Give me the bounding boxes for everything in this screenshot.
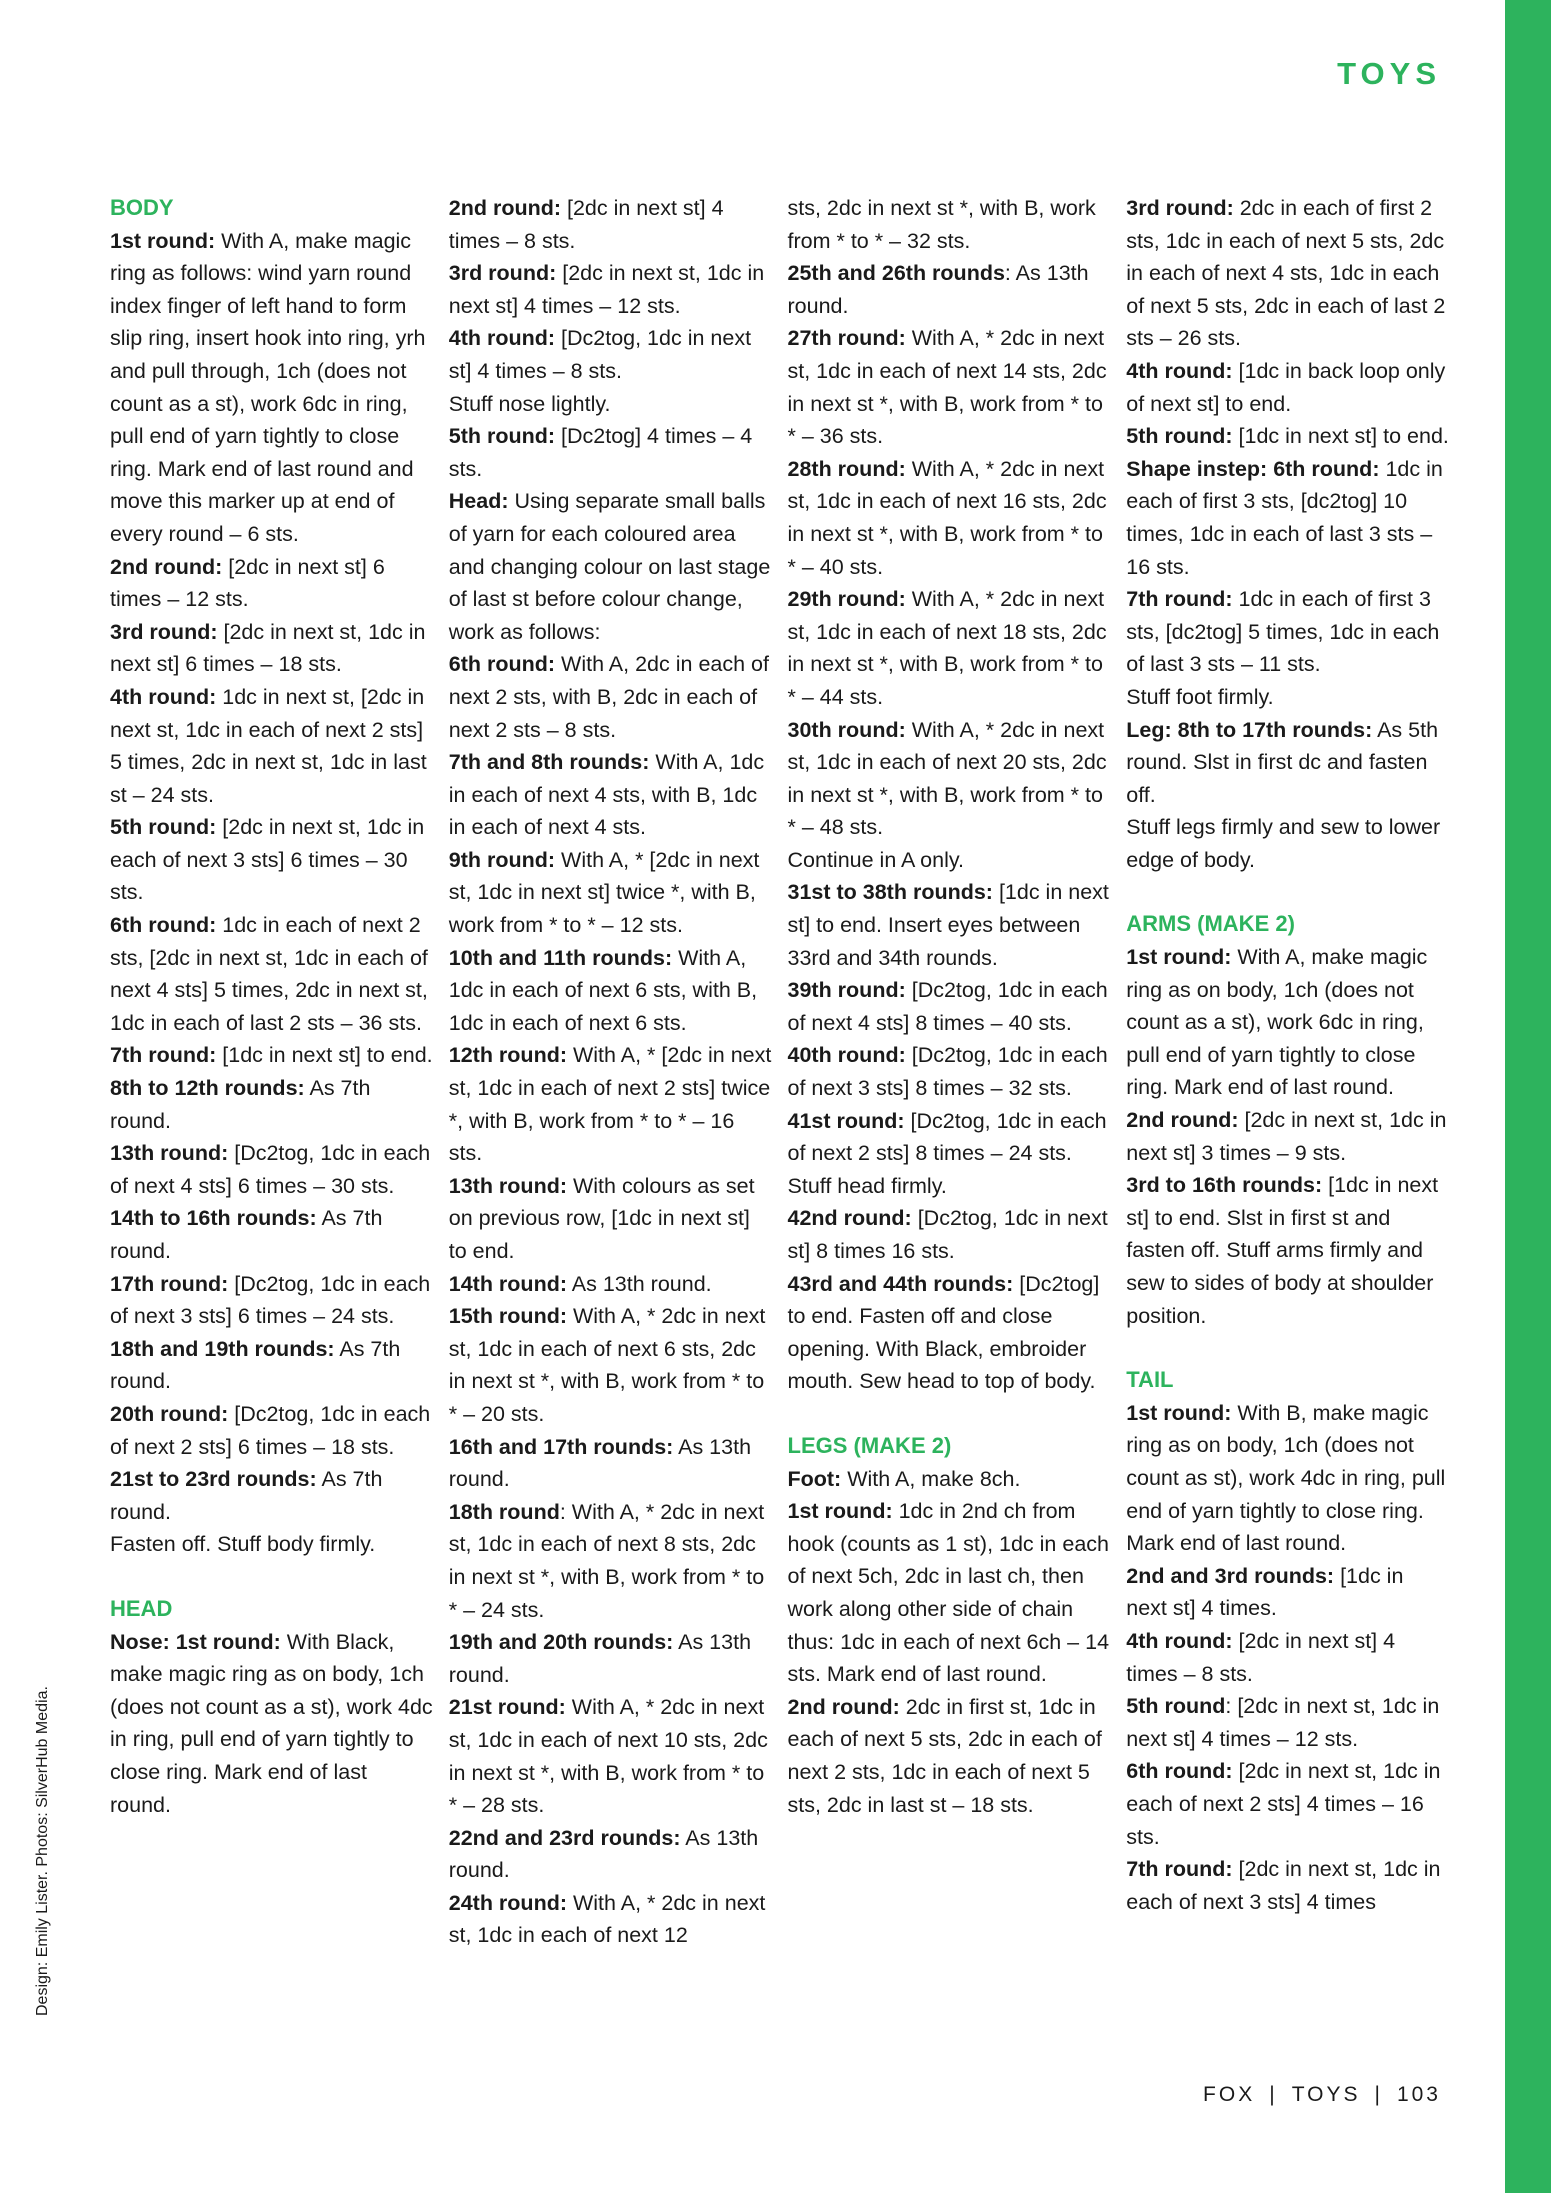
instruction-paragraph — [110, 1398, 434, 1463]
instruction-text: As 13th round. — [567, 1271, 712, 1296]
instruction-text: With A, 1dc in each of next 4 sts, with B, 1dc in each of next 4 sts. — [448, 750, 765, 840]
instruction-paragraph — [449, 1039, 773, 1169]
instruction-paragraph — [449, 1431, 773, 1496]
instruction-paragraph — [449, 1170, 773, 1268]
round-label: 6th round: — [1126, 1759, 1233, 1784]
section-heading: TAIL — [1126, 1367, 1174, 1393]
instruction-paragraph — [1126, 681, 1450, 714]
instruction-text: 2dc in first st, 1dc in each of next 5 sts, 2dc in each of next 2 sts, 1dc in each of next 5 sts, 2dc in last st – 18 sts. — [787, 1694, 1102, 1817]
instruction-text: With A, * 2dc in next st, 1dc in each of next 10 sts, 2dc in next st *, with B, work from * to * – 28 sts. — [448, 1695, 768, 1818]
round-label: 7th round: — [1126, 1857, 1233, 1882]
footer-section: TOYS — [1291, 2083, 1361, 2106]
instruction-text: With A, make magic ring as on body, 1ch (does not count as a st), work 6dc in ring, pull end of yarn tightly to close ring. Mark end of last round. — [1126, 945, 1428, 1100]
instruction-paragraph — [449, 485, 773, 648]
instruction-text: With A, make 8ch. — [841, 1466, 1021, 1491]
instruction-text: [1dc in next st] to end. Slst in first st and fasten off. Stuff arms firmly and sew to sides of body at shoulder position. — [1126, 1173, 1439, 1328]
instruction-paragraph — [788, 1463, 1112, 1496]
round-label: 7th round: — [1126, 587, 1233, 612]
round-label: 27th round: — [787, 326, 906, 351]
instruction-paragraph — [1126, 1625, 1450, 1690]
instruction-paragraph — [110, 225, 434, 551]
section-heading: ARMS (MAKE 2) — [1126, 911, 1295, 937]
round-label: 15th round: — [448, 1304, 567, 1329]
instruction-paragraph — [449, 192, 773, 257]
instruction-paragraph — [110, 1202, 434, 1267]
instruction-paragraph — [449, 1268, 773, 1301]
round-label: 7th and 8th rounds: — [448, 750, 650, 775]
instruction-text: Stuff legs firmly and sew to lower edge of body. — [1126, 815, 1441, 872]
instruction-paragraph — [788, 257, 1112, 322]
instruction-text: With A, * 2dc in next st, 1dc in each of next 18 sts, 2dc in next st *, with B, work from * to * – 44 sts. — [787, 587, 1107, 709]
instruction-text: : [2dc in next st, 1dc in next st] 4 times – 12 sts. — [1126, 1694, 1440, 1751]
instruction-paragraph — [1126, 453, 1450, 583]
round-label: 3rd to 16th rounds: — [1126, 1173, 1323, 1198]
instruction-paragraph — [788, 1495, 1112, 1691]
instruction-paragraph — [788, 1268, 1112, 1398]
instruction-paragraph — [110, 909, 434, 1039]
instruction-text: With A, * 2dc in next st, 1dc in each of next 20 sts, 2dc in next st *, with B, work from * to * – 48 sts. — [787, 717, 1107, 840]
instruction-text: [2dc in next st] 4 times – 8 sts. — [448, 196, 724, 253]
section-heading: HEAD — [110, 1595, 173, 1621]
instruction-text: As 7th round. — [110, 1336, 401, 1394]
instruction-paragraph — [788, 974, 1112, 1039]
instruction-text: With A, * [2dc in next st, 1dc in next st] twice *, with B, work from * to * – 12 sts. — [448, 847, 760, 938]
round-label: 12th round: — [448, 1043, 567, 1068]
instruction-paragraph — [788, 1039, 1112, 1104]
round-label: Shape instep: 6th round: — [1126, 456, 1380, 481]
instruction-paragraph — [1126, 1853, 1450, 1918]
instruction-text: [2dc in next st, 1dc in each of next 2 sts] 4 times – 16 sts. — [1126, 1759, 1441, 1849]
photo-credit: Design: Emily Lister. Photos: SilverHub Media. — [34, 1686, 51, 2016]
round-label: 29th round: — [787, 587, 906, 612]
instruction-paragraph — [449, 1626, 773, 1691]
instruction-text: [Dc2tog, 1dc in each of next 4 sts] 8 times – 40 sts. — [787, 978, 1108, 1035]
instruction-text: With A, * [2dc in next st, 1dc in each of next 2 sts] twice *, with B, work from * to * – 16 sts. — [448, 1043, 772, 1166]
instruction-text: As 13th round. — [448, 1825, 759, 1883]
instruction-text: [Dc2tog, 1dc in next st] 4 times – 8 sts. — [448, 326, 752, 383]
instruction-text: Fasten off. Stuff body firmly. — [110, 1532, 376, 1557]
round-label: 14th round: — [448, 1271, 567, 1296]
instruction-paragraph — [449, 322, 773, 387]
instruction-paragraph — [110, 1137, 434, 1202]
instruction-paragraph — [1126, 1397, 1450, 1560]
instruction-text: [2dc in next st] 4 times – 8 sts. — [1126, 1628, 1396, 1686]
round-label: 30th round: — [787, 717, 906, 742]
instruction-paragraph — [788, 844, 1112, 877]
instruction-paragraph — [1126, 1169, 1450, 1332]
instruction-paragraph — [449, 648, 773, 746]
instruction-text: Stuff nose lightly. — [448, 391, 611, 416]
instruction-paragraph — [110, 551, 434, 616]
round-label: Head: — [448, 489, 509, 514]
round-label: 43rd and 44th rounds: — [787, 1271, 1014, 1296]
column-3 — [788, 192, 1112, 1952]
instruction-text: With A, * 2dc in next st, 1dc in each of next 6 sts, 2dc in next st *, with B, work from * to * – 20 sts. — [448, 1304, 766, 1426]
instruction-text: [2dc in next st, 1dc in each of next 3 sts] 6 times – 30 sts. — [110, 815, 425, 905]
round-label: 16th and 17th rounds: — [448, 1434, 674, 1459]
round-label: 6th round: — [448, 652, 556, 677]
instruction-text: 1dc in each of next 2 sts, [2dc in next st, 1dc in each of next 4 sts] 5 times, 2dc in next st, 1dc in each of last 2 sts – 36 sts. — [110, 913, 428, 1035]
round-label: 6th round: — [110, 913, 217, 938]
instruction-text: [2dc in next st, 1dc in next st] 4 times – 12 sts. — [448, 261, 765, 318]
column-1 — [110, 192, 434, 1952]
instruction-text: As 5th round. Slst in first dc and fasten off. — [1126, 717, 1439, 807]
round-label: 21st to 23rd rounds: — [110, 1467, 317, 1492]
instruction-text: As 7th round. — [110, 1076, 371, 1133]
instruction-paragraph — [788, 322, 1112, 452]
instruction-text: 2dc in each of first 2 sts, 1dc in each of next 5 sts, 2dc in each of next 4 sts, 1dc in each of next 5 sts, 2dc in each of last 2 sts – 26 sts. — [1126, 196, 1446, 351]
round-label: 18th and 19th rounds: — [110, 1336, 335, 1361]
instruction-paragraph — [110, 1528, 434, 1561]
green-edge-bar — [1505, 0, 1551, 2193]
instruction-paragraph — [1126, 355, 1450, 420]
instruction-text: [Dc2tog, 1dc in each of next 3 sts] 8 times – 32 sts. — [787, 1043, 1108, 1101]
instruction-text: 1dc in next st, [2dc in next st, 1dc in each of next 2 sts] 5 times, 2dc in next st, 1dc in last st – 24 sts. — [110, 684, 427, 807]
round-label: 1st round: — [1126, 945, 1232, 970]
instruction-paragraph — [1126, 811, 1450, 876]
page-number: 103 — [1396, 2083, 1441, 2106]
instruction-paragraph — [110, 811, 434, 909]
instruction-paragraph — [788, 1105, 1112, 1203]
instruction-text: [1dc in next st] 4 times. — [1126, 1563, 1404, 1621]
round-label: 25th and 26th rounds — [787, 261, 1005, 286]
round-label: 2nd round: — [787, 1694, 900, 1719]
round-label: 3rd round: — [448, 261, 557, 286]
round-label: 7th round: — [110, 1043, 217, 1068]
round-label: 13th round: — [110, 1141, 229, 1166]
round-label: 21st round: — [448, 1695, 566, 1720]
instruction-paragraph — [788, 583, 1112, 713]
pattern-columns — [110, 192, 1450, 1952]
instruction-paragraph — [788, 1202, 1112, 1267]
instruction-text: sts, 2dc in next st *, with B, work from * to * – 32 sts. — [787, 196, 1096, 253]
instruction-text: [2dc in next st] 6 times – 12 sts. — [110, 554, 385, 612]
round-label: Leg: 8th to 17th rounds: — [1126, 717, 1373, 742]
instruction-text: With Black, make magic ring as on body, 1ch (does not count as a st), work 4dc in ring, pull end of yarn tightly to close ring. Mark end of last round. — [110, 1629, 433, 1817]
round-label: 2nd round: — [1126, 1108, 1239, 1133]
instruction-paragraph — [449, 257, 773, 322]
instruction-text: [Dc2tog] 4 times – 4 sts. — [448, 424, 753, 481]
round-label: 13th round: — [448, 1173, 567, 1198]
round-label: 4th round: — [448, 326, 556, 351]
instruction-paragraph — [1126, 1755, 1450, 1853]
instruction-text: As 7th round. — [110, 1206, 383, 1263]
round-label: 1st round: — [110, 228, 216, 253]
round-label: 1st round: — [787, 1499, 893, 1524]
round-label: 22nd and 23rd rounds: — [448, 1825, 681, 1850]
instruction-text: Continue in A only. — [787, 847, 965, 872]
instruction-text: [Dc2tog, 1dc in next st] 8 times 16 sts. — [787, 1206, 1108, 1263]
footer-separator: | — [1374, 2083, 1383, 2106]
instruction-text: With A, 2dc in each of next 2 sts, with B, 2dc in each of next 2 sts – 8 sts. — [448, 652, 769, 742]
footer-pattern-name: FOX — [1203, 2083, 1256, 2106]
instruction-text: 1dc in each of first 3 sts, [dc2tog] 5 times, 1dc in each of last 3 sts – 11 sts. — [1126, 587, 1440, 677]
instruction-paragraph — [449, 746, 773, 844]
instruction-text: [1dc in back loop only of next st] to end. — [1126, 358, 1446, 416]
instruction-text: [Dc2tog] to end. Fasten off and close opening. With Black, embroider mouth. Sew head to top of body. — [787, 1271, 1100, 1394]
round-label: 3rd round: — [110, 619, 218, 644]
instruction-text: 1dc in 2nd ch from hook (counts as 1 st), 1dc in each of next 5ch, 2dc in last ch, then work along other side of chain thus: 1dc in each of next 6ch – 14 sts. Mark end of last round. — [787, 1499, 1110, 1687]
instruction-text: [Dc2tog, 1dc in each of next 2 sts] 8 times – 24 sts. Stuff head firmly. — [787, 1108, 1107, 1198]
instruction-paragraph — [449, 420, 773, 485]
instruction-paragraph — [1126, 583, 1450, 681]
round-label: 28th round: — [787, 456, 906, 481]
instruction-paragraph — [449, 942, 773, 1040]
instruction-paragraph — [110, 1072, 434, 1137]
round-label: 5th round: — [1126, 424, 1233, 449]
instruction-paragraph — [110, 616, 434, 681]
round-label: 40th round: — [787, 1043, 906, 1068]
instruction-paragraph — [1126, 714, 1450, 812]
round-label: 17th round: — [110, 1271, 229, 1296]
round-label: 31st to 38th rounds: — [787, 880, 993, 905]
instruction-text: [Dc2tog, 1dc in each of next 3 sts] 6 times – 24 sts. — [110, 1271, 431, 1329]
round-label: Foot: — [787, 1466, 842, 1491]
round-label: 9th round: — [448, 847, 556, 872]
instruction-text: With colours as set on previous row, [1dc in next st] to end. — [448, 1173, 755, 1263]
instruction-paragraph — [449, 1496, 773, 1626]
instruction-text: With A, * 2dc in next st, 1dc in each of next 12 — [448, 1890, 766, 1948]
round-label: 20th round: — [110, 1401, 229, 1426]
page-footer — [1203, 2083, 1441, 2107]
instruction-text: [1dc in next st] to end. Insert eyes between 33rd and 34th rounds. — [787, 880, 1109, 970]
instruction-text: Using separate small balls of yarn for each coloured area and changing colour on last stage of last st before colour change, work as follows: — [448, 489, 771, 644]
round-label: Nose: 1st round: — [110, 1629, 281, 1654]
instruction-paragraph — [788, 876, 1112, 974]
instruction-text: As 7th round. — [110, 1467, 383, 1524]
round-label: 3rd round: — [1126, 196, 1234, 220]
round-label: 8th to 12th rounds: — [110, 1076, 305, 1101]
instruction-paragraph — [110, 1333, 434, 1398]
round-label: 19th and 20th rounds: — [448, 1630, 674, 1655]
instruction-text: With A, 1dc in each of next 6 sts, with B, 1dc in each of next 6 sts. — [448, 945, 758, 1035]
round-label: 24th round: — [448, 1890, 567, 1915]
round-label: 1st round: — [1126, 1400, 1232, 1425]
instruction-paragraph — [449, 1691, 773, 1821]
instruction-text: With B, make magic ring as on body, 1ch (does not count as st), work 4dc in ring, pull end of yarn tightly to close ring. Mark end of last round. — [1126, 1400, 1446, 1556]
round-label: 4th round: — [1126, 358, 1233, 383]
instruction-paragraph — [449, 1822, 773, 1887]
instruction-paragraph — [449, 1887, 773, 1952]
instruction-paragraph — [1126, 1690, 1450, 1755]
column-2 — [449, 192, 773, 1952]
instruction-paragraph — [788, 192, 1112, 257]
section-heading: BODY — [110, 195, 174, 220]
round-label: 14th to 16th rounds: — [110, 1206, 317, 1231]
instruction-paragraph — [1126, 1560, 1450, 1625]
round-label: 41st round: — [787, 1108, 905, 1133]
round-label: 4th round: — [1126, 1628, 1233, 1653]
round-label: 2nd round: — [110, 554, 223, 579]
section-header: TOYS — [1337, 56, 1441, 91]
instruction-text: [Dc2tog, 1dc in each of next 2 sts] 6 times – 18 sts. — [110, 1401, 431, 1459]
round-label: 4th round: — [110, 684, 217, 709]
instruction-paragraph — [788, 1691, 1112, 1821]
instruction-text: [2dc in next st, 1dc in each of next 3 sts] 4 times — [1126, 1857, 1441, 1914]
instruction-paragraph — [110, 1463, 434, 1528]
instruction-paragraph — [1126, 192, 1450, 355]
round-label: 5th round — [1126, 1694, 1226, 1719]
round-label: 5th round: — [110, 815, 217, 840]
round-label: 5th round: — [448, 424, 556, 449]
instruction-text: As 13th round. — [448, 1434, 752, 1492]
instruction-paragraph — [1126, 420, 1450, 453]
instruction-paragraph — [110, 1626, 434, 1822]
instruction-text: With A, make magic ring as follows: wind yarn round index finger of left hand to form slip ring, insert hook into ring, yrh and pull through, 1ch (does not count as a st), work 6dc in ring, pull end of yarn tightly to close ring. Mark end of last round and move this marker up at end of every round – 6 sts. — [110, 228, 426, 546]
instruction-text: [1dc in next st] to end. — [216, 1043, 433, 1068]
instruction-text: With A, * 2dc in next st, 1dc in each of next 16 sts, 2dc in next st *, with B, work from * to * – 40 sts. — [787, 456, 1107, 579]
instruction-paragraph — [788, 453, 1112, 583]
column-4 — [1126, 192, 1450, 1952]
footer-separator: | — [1269, 2083, 1278, 2106]
instruction-text: With A, * 2dc in next st, 1dc in each of next 14 sts, 2dc in next st *, with B, work from * to * – 36 sts. — [787, 326, 1107, 449]
round-label: 39th round: — [787, 978, 906, 1003]
instruction-text: : With A, * 2dc in next st, 1dc in each of next 8 sts, 2dc in next st *, with B, work from * to * – 24 sts. — [448, 1499, 765, 1622]
instruction-text: [1dc in next st] to end. — [1232, 424, 1449, 449]
round-label: 2nd round: — [448, 196, 562, 220]
instruction-paragraph — [788, 714, 1112, 844]
section-heading: LEGS (MAKE 2) — [787, 1432, 952, 1458]
round-label: 2nd and 3rd rounds: — [1126, 1563, 1335, 1588]
instruction-paragraph — [110, 1039, 434, 1072]
instruction-text: 1dc in each of first 3 sts, [dc2tog] 10 times, 1dc in each of last 3 sts – 16 sts. — [1126, 456, 1443, 579]
instruction-text: Stuff foot firmly. — [1126, 684, 1274, 709]
instruction-paragraph — [1126, 1104, 1450, 1169]
instruction-paragraph — [1126, 941, 1450, 1104]
instruction-paragraph — [110, 681, 434, 811]
instruction-paragraph — [449, 388, 773, 421]
instruction-paragraph — [449, 844, 773, 942]
instruction-text: [2dc in next st, 1dc in next st] 6 times – 18 sts. — [110, 619, 426, 677]
instruction-text: : As 13th round. — [787, 261, 1089, 318]
round-label: 42nd round: — [787, 1206, 912, 1231]
instruction-text: [Dc2tog, 1dc in each of next 4 sts] 6 times – 30 sts. — [110, 1141, 431, 1198]
round-label: 18th round — [448, 1499, 560, 1524]
round-label: 10th and 11th rounds: — [448, 945, 673, 970]
instruction-paragraph — [110, 1268, 434, 1333]
instruction-text: As 13th round. — [448, 1630, 752, 1687]
instruction-paragraph — [449, 1300, 773, 1430]
instruction-text: [2dc in next st, 1dc in next st] 3 times – 9 sts. — [1126, 1108, 1447, 1165]
